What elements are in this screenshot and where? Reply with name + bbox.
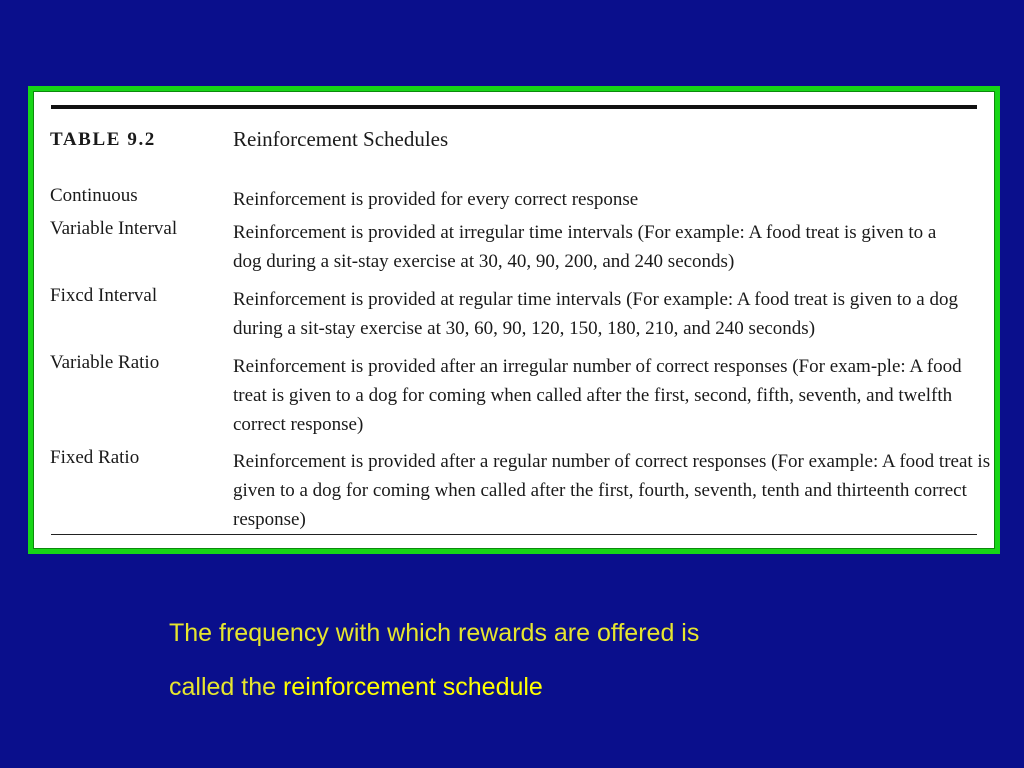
schedule-term: Continuous bbox=[50, 185, 138, 206]
schedule-description: Reinforcement is provided for every correct response bbox=[233, 189, 639, 210]
schedule-term: Variable Interval bbox=[50, 218, 178, 239]
table-bottom-rule bbox=[51, 534, 977, 535]
caption-emphasis: reinforcement schedule bbox=[282, 673, 543, 701]
schedule-term: Fixcd Interval bbox=[50, 285, 158, 306]
schedule-description: Reinforcement is provided after an irregular number of correct responses (For exam-ple: A food treat is given to a dog for coming when called after the first, second, fifth, seventh, and twelfth correct response) bbox=[233, 356, 962, 435]
caption-line-2-prefix: called the bbox=[169, 673, 283, 701]
schedule-term: Variable Ratio bbox=[50, 352, 160, 373]
schedule-description: Reinforcement is provided after a regular number of correct responses (For example: A food treat is given to a dog for coming when called after the first, fourth, seventh, tenth and thirteenth correct response) bbox=[233, 451, 991, 530]
schedule-description: Reinforcement is provided at regular time intervals (For example: A food treat is given to a dog during a sit-stay exercise at 30, 60, 90, 120, 150, 180, 210, and 240 seconds) bbox=[233, 289, 958, 339]
schedule-description: Reinforcement is provided at irregular time intervals (For example: A food treat is given to a dog during a sit-stay exercise at 30, 40, 90, 200, and 240 seconds) bbox=[233, 222, 937, 272]
table-title: Reinforcement Schedules bbox=[233, 127, 449, 151]
caption-line-2 bbox=[169, 660, 699, 714]
caption-line-1: The frequency with which rewards are offered is bbox=[169, 619, 700, 647]
schedule-term: Fixed Ratio bbox=[50, 447, 140, 468]
slide-caption bbox=[169, 606, 699, 714]
table-top-rule bbox=[51, 105, 977, 109]
table-figure bbox=[28, 86, 1000, 554]
table-number: TABLE 9.2 bbox=[50, 129, 156, 150]
